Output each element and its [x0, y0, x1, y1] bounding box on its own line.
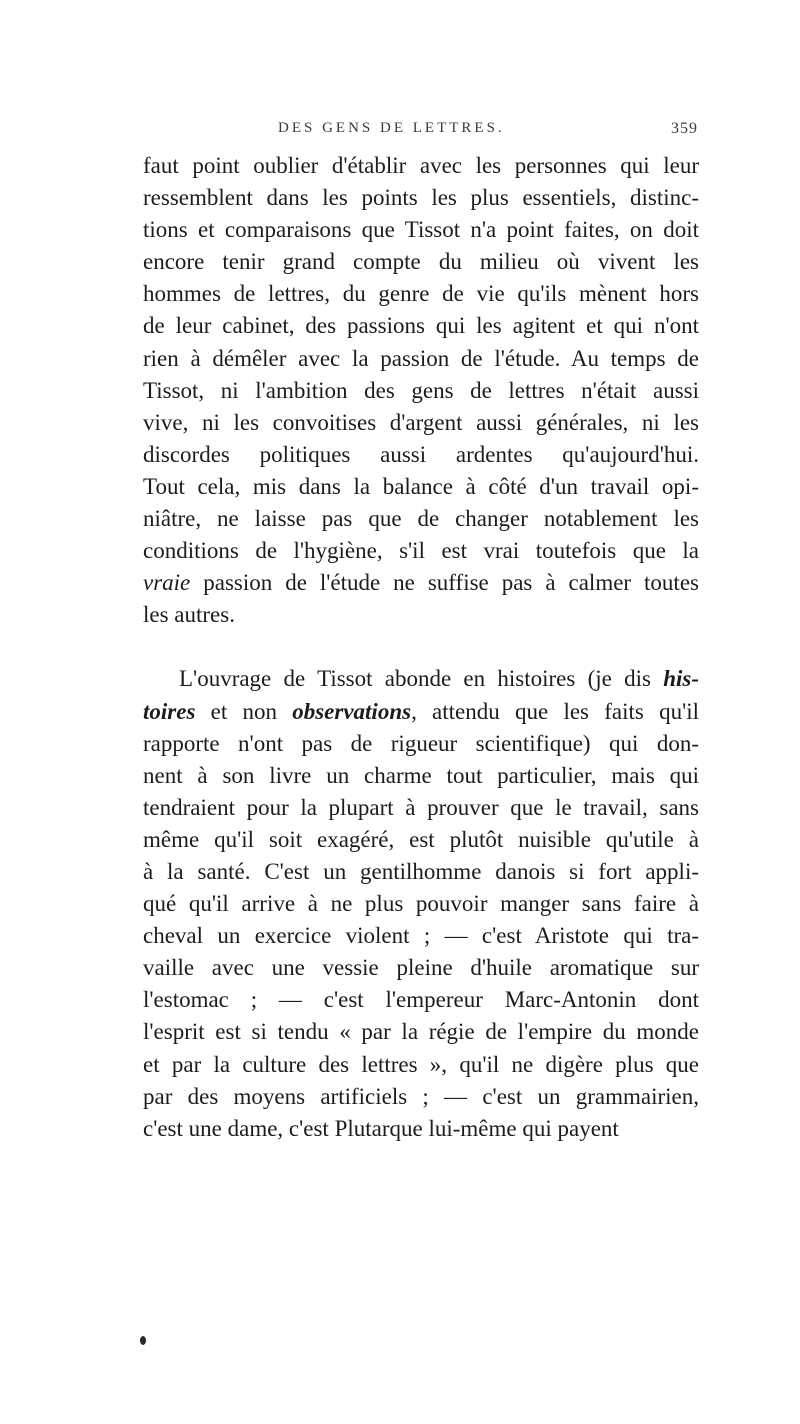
- line-text: par des moyens artificiels ; — c'est un grammairien,: [143, 1083, 699, 1109]
- text-line: [143, 278, 699, 310]
- text-body: [143, 150, 699, 1145]
- text-line: [143, 792, 699, 824]
- line-text: Tout cela, mis dans la balance à côté d'un travail opi-: [143, 473, 699, 499]
- line-text: ressemblent dans les points les plus essentiels, distinc-: [143, 185, 699, 211]
- text-line: [143, 182, 699, 214]
- line-text: Tissot, ni l'ambition des gens de lettres n'était aussi: [143, 377, 699, 403]
- line-text: l'estomac ; — c'est l'empereur Marc-Antonin dont: [143, 987, 699, 1013]
- line-text: vive, ni les convoitises d'argent aussi générales, ni les: [143, 409, 699, 435]
- text-line: [143, 310, 699, 342]
- text-line: [143, 696, 699, 728]
- line-text: faut point oublier d'établir avec les personnes qui leur: [143, 153, 699, 178]
- line-text: conditions de l'hygiène, s'il est vrai toutefois que la: [143, 538, 699, 564]
- line-text: hommes de lettres, du genre de vie qu'ils mènent hors: [143, 281, 699, 307]
- text-line: [143, 503, 699, 535]
- line-text: cheval un exercice violent ; — c'est Aristote qui tra-: [143, 923, 699, 949]
- text-line: [143, 343, 699, 375]
- text-line: [143, 824, 699, 856]
- italic-text: his-: [663, 666, 699, 692]
- italic-text: vraie: [143, 570, 191, 596]
- running-header: [278, 120, 698, 146]
- text-line: [143, 952, 699, 984]
- line-text: nent à son livre un charme tout particulier, mais qui: [143, 762, 699, 788]
- text-line: [143, 439, 699, 471]
- text-line: [143, 1081, 699, 1113]
- italic-text: toires: [143, 698, 196, 724]
- text-line: [143, 567, 699, 599]
- italic-text: observations: [292, 698, 412, 724]
- running-title: DES GENS DE LETTRES.: [278, 120, 505, 136]
- text-line: [143, 920, 699, 952]
- page-number: 359: [671, 120, 698, 137]
- text-line: [143, 1016, 699, 1048]
- line-text: c'est une dame, c'est Plutarque lui-même qui payent: [143, 1115, 619, 1141]
- line-text: et non: [195, 698, 293, 724]
- text-line: [143, 375, 699, 407]
- text-line: [143, 663, 699, 695]
- line-text: vaille avec une vessie pleine d'huile aromatique sur: [143, 955, 699, 981]
- line-text: passion de l'étude ne suffise pas à calmer toutes: [190, 570, 699, 596]
- line-text: l'esprit est si tendu « par la régie de l'empire du monde: [143, 1019, 699, 1045]
- text-line: [143, 760, 699, 792]
- text-line: [143, 888, 699, 920]
- line-text: de leur cabinet, des passions qui les agitent et qui n'ont: [143, 313, 699, 339]
- text-line: [143, 471, 699, 503]
- line-text: niâtre, ne laisse pas que de changer notablement les: [143, 506, 699, 532]
- text-line: [143, 214, 699, 246]
- line-text: tendraient pour la plupart à prouver que le travail, sans: [143, 794, 699, 820]
- line-text: L'ouvrage de Tissot abonde en histoires (je dis: [179, 666, 664, 692]
- text-line: [143, 1049, 699, 1081]
- line-text: discordes politiques aussi ardentes qu'aujourd'hui.: [143, 441, 699, 467]
- line-text: rien à démêler avec la passion de l'étude. Au temps de: [143, 345, 699, 371]
- text-line: [143, 728, 699, 760]
- text-line: [143, 150, 699, 182]
- line-text: les autres.: [143, 602, 235, 628]
- paragraph-2: [143, 663, 699, 1144]
- text-line: [143, 856, 699, 888]
- paragraph-1: [143, 150, 699, 631]
- text-line: [143, 407, 699, 439]
- ink-speck: [140, 1336, 146, 1345]
- line-text: et par la culture des lettres », qu'il ne digère plus que: [143, 1051, 699, 1077]
- line-text: même qu'il soit exagéré, est plutôt nuisible qu'utile à: [143, 826, 699, 852]
- text-line: [143, 1113, 699, 1145]
- text-line: [143, 599, 699, 631]
- line-text: à la santé. C'est un gentilhomme danois si fort appli-: [143, 858, 699, 884]
- line-text: rapporte n'ont pas de rigueur scientifique) qui don-: [143, 730, 699, 756]
- line-text: qué qu'il arrive à ne plus pouvoir manger sans faire à: [143, 891, 699, 917]
- line-text: encore tenir grand compte du milieu où vivent les: [143, 249, 699, 275]
- text-line: [143, 984, 699, 1016]
- line-text: tions et comparaisons que Tissot n'a point faites, on doit: [143, 217, 699, 243]
- text-line: [143, 535, 699, 567]
- text-line: [143, 246, 699, 278]
- paragraph-gap: [143, 631, 699, 663]
- line-text: , attendu que les faits qu'il: [411, 698, 699, 724]
